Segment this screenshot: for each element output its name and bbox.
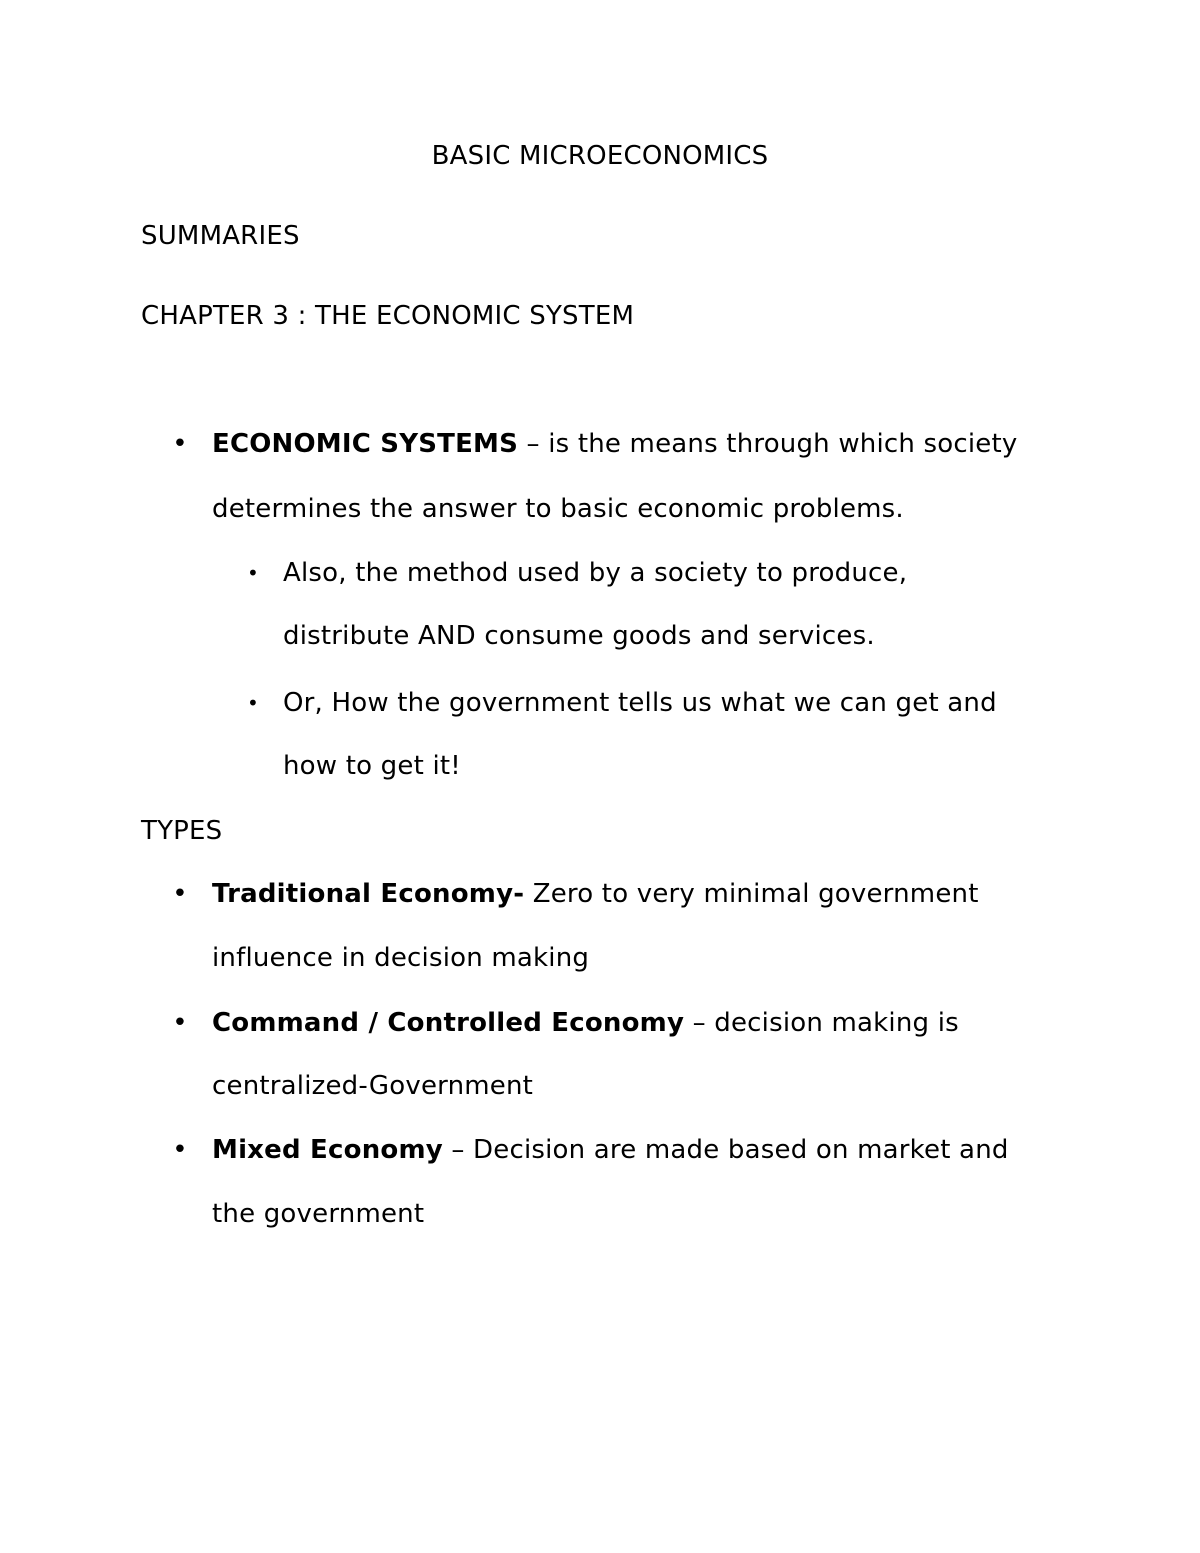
economic-systems-definition: – is the means through which society — [518, 429, 1018, 459]
sub-bullet-marker: • — [247, 561, 259, 585]
type-definition: Zero to very minimal government — [524, 879, 979, 909]
bullet-marker: • — [172, 879, 188, 909]
chapter-heading: CHAPTER 3 : THE ECONOMIC SYSTEM — [141, 301, 635, 331]
sub-item-or: Or, How the government tells us what we can get and — [283, 688, 997, 718]
type-term: Traditional Economy- — [212, 879, 525, 909]
sub-item-also: Also, the method used by a society to produce, — [283, 558, 908, 588]
type-definition-continuation: centralized-Government — [212, 1071, 534, 1101]
type-item-traditional — [212, 878, 979, 910]
type-definition: – Decision are made based on market and — [442, 1135, 1009, 1165]
type-term: Mixed Economy — [212, 1135, 443, 1165]
type-definition-continuation: influence in decision making — [212, 943, 590, 973]
type-item-command — [212, 1007, 959, 1039]
type-definition-continuation: the government — [212, 1199, 425, 1229]
type-term: Command / Controlled Economy — [212, 1008, 685, 1038]
type-item-mixed — [212, 1134, 1009, 1166]
economic-systems-term: ECONOMIC SYSTEMS — [212, 429, 519, 459]
economic-systems-continuation: determines the answer to basic economic problems. — [212, 494, 904, 524]
types-heading: TYPES — [141, 816, 223, 846]
sub-item-or-continuation: how to get it! — [283, 751, 461, 781]
bullet-marker: • — [172, 1135, 188, 1165]
economic-systems-item — [212, 428, 1017, 460]
sub-item-also-continuation: distribute AND consume goods and services. — [283, 621, 875, 651]
type-definition: – decision making is — [684, 1008, 959, 1038]
summaries-heading: SUMMARIES — [141, 221, 300, 251]
bullet-marker: • — [172, 429, 188, 459]
bullet-marker: • — [172, 1008, 188, 1038]
sub-bullet-marker: • — [247, 691, 259, 715]
document-title: BASIC MICROECONOMICS — [431, 141, 769, 171]
